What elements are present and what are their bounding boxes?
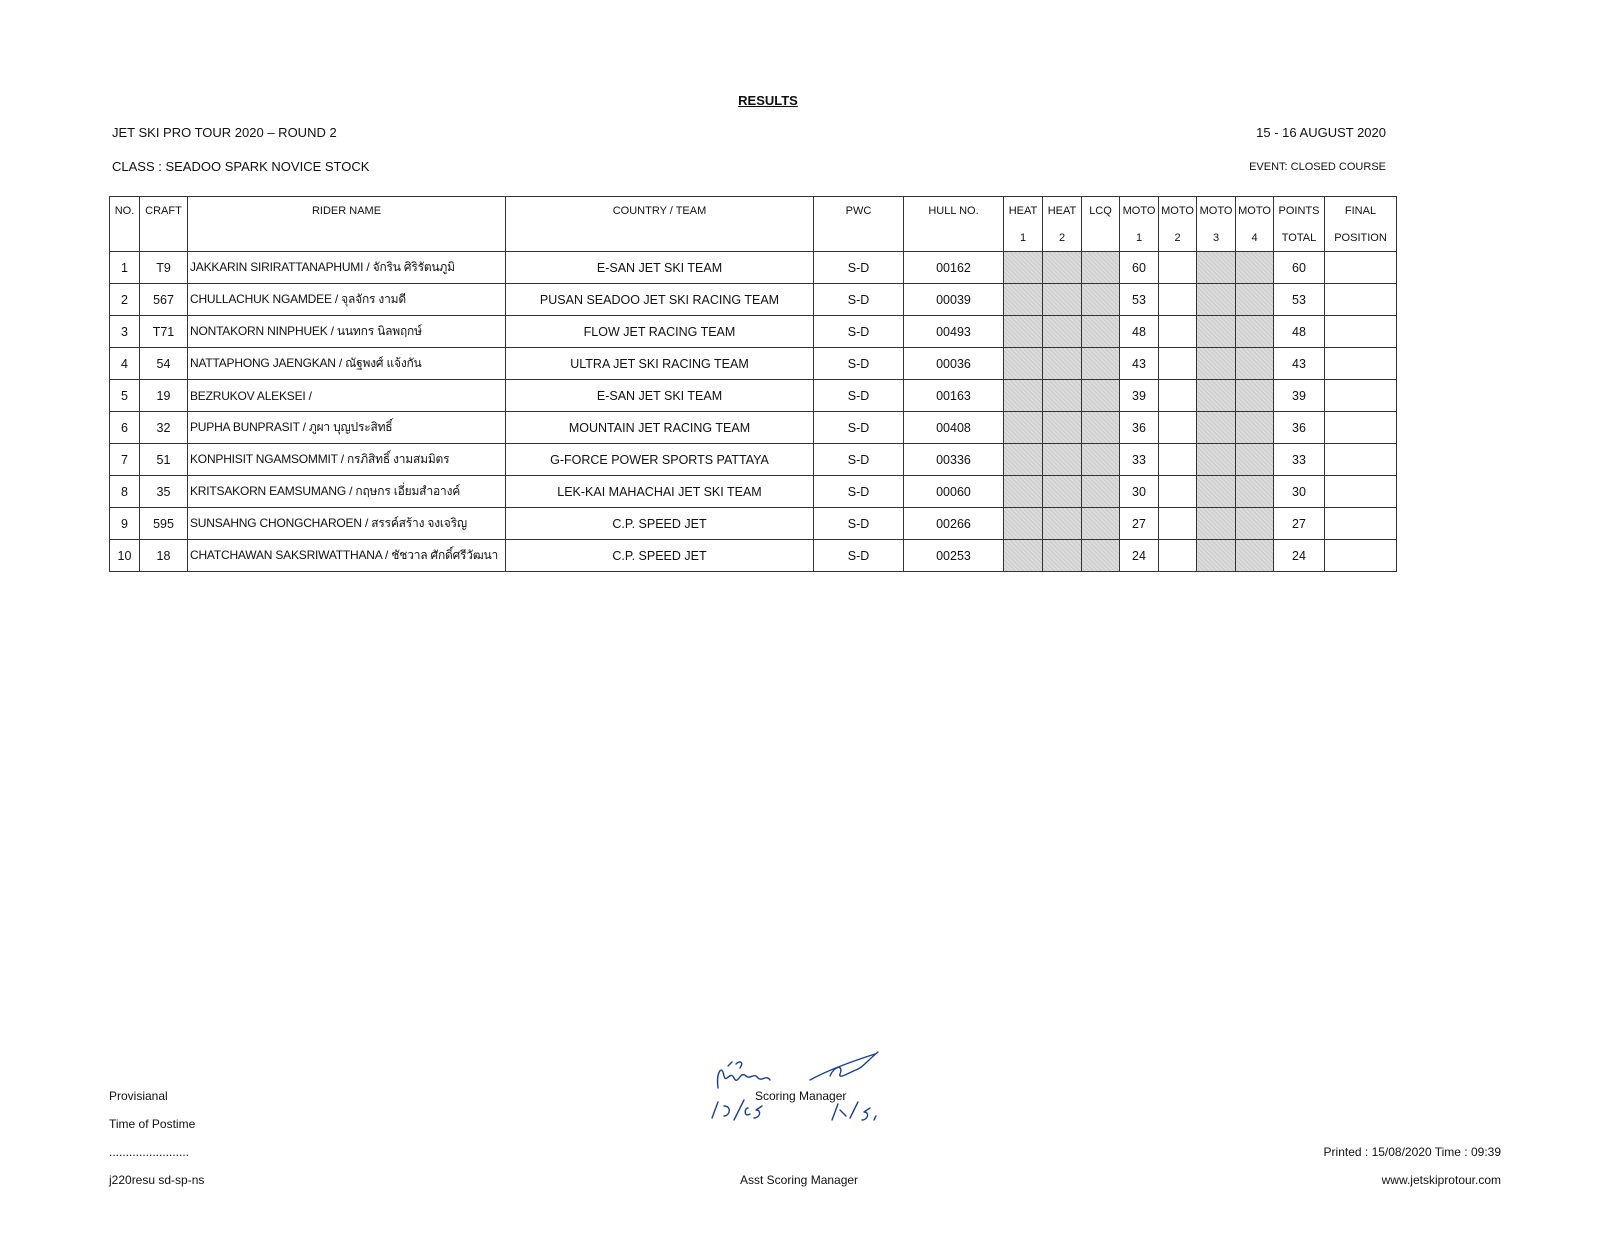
cell-heat-1: [1004, 284, 1043, 316]
cell-pwc: S-D: [814, 508, 904, 540]
cell-no: 4: [110, 348, 140, 380]
table-row: [110, 348, 1397, 380]
table-row: [110, 252, 1397, 284]
cell-heat-1: [1004, 380, 1043, 412]
cell-country-team: PUSAN SEADOO JET SKI RACING TEAM: [506, 284, 814, 316]
cell-heat-1: [1004, 540, 1043, 572]
cell-heat-2: [1043, 540, 1082, 572]
event-type: EVENT: CLOSED COURSE: [1249, 161, 1386, 173]
event-name: JET SKI PRO TOUR 2020 – ROUND 2: [112, 125, 337, 140]
subheader-moto-3-num: 3: [1197, 224, 1236, 252]
header-pwc: PWC: [814, 197, 904, 225]
cell-country-team: E-SAN JET SKI TEAM: [506, 380, 814, 412]
cell-rider-name: KRITSAKORN EAMSUMANG / กฤษกร เอี่ยมสำอางค์: [188, 476, 506, 508]
cell-moto-3: [1197, 284, 1236, 316]
cell-country-team: FLOW JET RACING TEAM: [506, 316, 814, 348]
signature-date-stroke: [712, 1100, 762, 1120]
provisional-label: Provisianal: [109, 1089, 168, 1103]
cell-heat-1: [1004, 508, 1043, 540]
cell-final-position: [1325, 252, 1397, 284]
class-label: CLASS : SEADOO SPARK NOVICE STOCK: [112, 159, 370, 174]
subheader-empty: [904, 224, 1004, 252]
cell-moto-1: 39: [1120, 380, 1159, 412]
cell-heat-1: [1004, 412, 1043, 444]
cell-moto-2: [1159, 316, 1197, 348]
cell-hull-no: 00408: [904, 412, 1004, 444]
cell-country-team: MOUNTAIN JET RACING TEAM: [506, 412, 814, 444]
cell-craft: 32: [140, 412, 188, 444]
cell-pwc: S-D: [814, 348, 904, 380]
cell-moto-4: [1236, 284, 1274, 316]
cell-hull-no: 00163: [904, 380, 1004, 412]
cell-points-total: 30: [1274, 476, 1325, 508]
cell-no: 3: [110, 316, 140, 348]
table-row: [110, 380, 1397, 412]
cell-pwc: S-D: [814, 252, 904, 284]
cell-pwc: S-D: [814, 316, 904, 348]
cell-lcq: [1082, 444, 1120, 476]
header-final: FINAL: [1325, 197, 1397, 225]
cell-rider-name: BEZRUKOV ALEKSEI /: [188, 380, 506, 412]
subheader-heat-1-num: 1: [1004, 224, 1043, 252]
cell-no: 8: [110, 476, 140, 508]
cell-moto-2: [1159, 380, 1197, 412]
cell-rider-name: CHULLACHUK NGAMDEE / จุลจักร งามดี: [188, 284, 506, 316]
cell-moto-2: [1159, 444, 1197, 476]
cell-rider-name: NONTAKORN NINPHUEK / นนทกร นิลพฤกษ์: [188, 316, 506, 348]
cell-moto-1: 60: [1120, 252, 1159, 284]
table-subheader-row: [110, 224, 1397, 252]
subheader-total: TOTAL: [1274, 224, 1325, 252]
cell-moto-3: [1197, 476, 1236, 508]
subheader-position: POSITION: [1325, 224, 1397, 252]
table-row: [110, 476, 1397, 508]
cell-pwc: S-D: [814, 540, 904, 572]
cell-moto-4: [1236, 316, 1274, 348]
cell-final-position: [1325, 284, 1397, 316]
cell-lcq: [1082, 476, 1120, 508]
header-moto-2: MOTO: [1159, 197, 1197, 225]
cell-no: 9: [110, 508, 140, 540]
cell-points-total: 60: [1274, 252, 1325, 284]
cell-points-total: 39: [1274, 380, 1325, 412]
cell-moto-3: [1197, 540, 1236, 572]
header-rider-name: RIDER NAME: [188, 197, 506, 225]
cell-hull-no: 00060: [904, 476, 1004, 508]
cell-country-team: G-FORCE POWER SPORTS PATTAYA: [506, 444, 814, 476]
cell-hull-no: 00493: [904, 316, 1004, 348]
cell-heat-2: [1043, 284, 1082, 316]
header-hull-no: HULL NO.: [904, 197, 1004, 225]
cell-pwc: S-D: [814, 476, 904, 508]
cell-hull-no: 00036: [904, 348, 1004, 380]
cell-rider-name: KONPHISIT NGAMSOMMIT / กรภิสิทธิ์ งามสมมิตร: [188, 444, 506, 476]
handwritten-signature: [710, 1050, 910, 1125]
cell-final-position: [1325, 444, 1397, 476]
cell-moto-1: 36: [1120, 412, 1159, 444]
subheader-empty: [506, 224, 814, 252]
cell-craft: 595: [140, 508, 188, 540]
cell-moto-2: [1159, 508, 1197, 540]
cell-points-total: 36: [1274, 412, 1325, 444]
subheader-empty: [110, 224, 140, 252]
cell-heat-2: [1043, 444, 1082, 476]
cell-points-total: 27: [1274, 508, 1325, 540]
subheader-empty: [1082, 224, 1120, 252]
cell-heat-2: [1043, 316, 1082, 348]
cell-heat-2: [1043, 508, 1082, 540]
cell-lcq: [1082, 252, 1120, 284]
subheader-moto-4-num: 4: [1236, 224, 1274, 252]
cell-hull-no: 00336: [904, 444, 1004, 476]
table-header-row: [110, 197, 1397, 225]
table-row: [110, 412, 1397, 444]
cell-craft: 19: [140, 380, 188, 412]
cell-moto-3: [1197, 252, 1236, 284]
header-moto-4: MOTO: [1236, 197, 1274, 225]
cell-craft: 567: [140, 284, 188, 316]
cell-moto-3: [1197, 412, 1236, 444]
cell-moto-2: [1159, 252, 1197, 284]
cell-hull-no: 00266: [904, 508, 1004, 540]
cell-no: 2: [110, 284, 140, 316]
cell-no: 7: [110, 444, 140, 476]
header-points: POINTS: [1274, 197, 1325, 225]
cell-lcq: [1082, 284, 1120, 316]
cell-no: 6: [110, 412, 140, 444]
cell-country-team: ULTRA JET SKI RACING TEAM: [506, 348, 814, 380]
results-table: [109, 196, 1397, 572]
cell-no: 5: [110, 380, 140, 412]
cell-heat-2: [1043, 412, 1082, 444]
cell-no: 1: [110, 252, 140, 284]
cell-rider-name: JAKKARIN SIRIRATTANAPHUMI / จักริน ศิริรัตนภูมิ: [188, 252, 506, 284]
subheader-moto-1-num: 1: [1120, 224, 1159, 252]
table-row: [110, 316, 1397, 348]
table-row: [110, 284, 1397, 316]
cell-points-total: 24: [1274, 540, 1325, 572]
cell-pwc: S-D: [814, 284, 904, 316]
cell-final-position: [1325, 316, 1397, 348]
cell-lcq: [1082, 380, 1120, 412]
table-row: [110, 444, 1397, 476]
cell-pwc: S-D: [814, 380, 904, 412]
cell-points-total: 53: [1274, 284, 1325, 316]
cell-craft: T9: [140, 252, 188, 284]
cell-heat-2: [1043, 348, 1082, 380]
header-craft: CRAFT: [140, 197, 188, 225]
subheader-empty: [140, 224, 188, 252]
cell-moto-4: [1236, 252, 1274, 284]
scoring-manager-label: Scoring Manager: [755, 1089, 847, 1103]
cell-final-position: [1325, 476, 1397, 508]
table-row: [110, 508, 1397, 540]
cell-heat-1: [1004, 444, 1043, 476]
cell-moto-4: [1236, 476, 1274, 508]
signature-stroke: [718, 1070, 770, 1088]
cell-country-team: LEK-KAI MAHACHAI JET SKI TEAM: [506, 476, 814, 508]
cell-no: 10: [110, 540, 140, 572]
cell-country-team: C.P. SPEED JET: [506, 508, 814, 540]
cell-final-position: [1325, 380, 1397, 412]
cell-moto-4: [1236, 348, 1274, 380]
printed-timestamp: Printed : 15/08/2020 Time : 09:39: [1323, 1145, 1501, 1159]
cell-heat-2: [1043, 476, 1082, 508]
cell-rider-name: CHATCHAWAN SAKSRIWATTHANA / ชัชวาล ศักดิ์ศรีวัฒนา: [188, 540, 506, 572]
cell-moto-4: [1236, 508, 1274, 540]
cell-rider-name: NATTAPHONG JAENGKAN / ณัฐพงศ์ แจ้งกัน: [188, 348, 506, 380]
cell-moto-1: 30: [1120, 476, 1159, 508]
cell-craft: 35: [140, 476, 188, 508]
cell-heat-1: [1004, 348, 1043, 380]
cell-moto-3: [1197, 348, 1236, 380]
cell-moto-4: [1236, 412, 1274, 444]
cell-heat-1: [1004, 476, 1043, 508]
cell-pwc: S-D: [814, 444, 904, 476]
header-moto-1: MOTO: [1120, 197, 1159, 225]
header-moto-3: MOTO: [1197, 197, 1236, 225]
cell-country-team: E-SAN JET SKI TEAM: [506, 252, 814, 284]
cell-heat-1: [1004, 316, 1043, 348]
cell-craft: 54: [140, 348, 188, 380]
subheader-heat-2-num: 2: [1043, 224, 1082, 252]
signature-date-stroke: [832, 1102, 876, 1120]
header-country-team: COUNTRY / TEAM: [506, 197, 814, 225]
subheader-empty: [814, 224, 904, 252]
time-of-postime-label: Time of Postime: [109, 1117, 196, 1131]
signature-stroke: [728, 1062, 742, 1068]
cell-moto-1: 24: [1120, 540, 1159, 572]
cell-craft: 51: [140, 444, 188, 476]
cell-heat-2: [1043, 380, 1082, 412]
cell-moto-1: 27: [1120, 508, 1159, 540]
asst-scoring-manager-label: Asst Scoring Manager: [740, 1173, 859, 1187]
cell-final-position: [1325, 540, 1397, 572]
cell-heat-2: [1043, 252, 1082, 284]
cell-points-total: 33: [1274, 444, 1325, 476]
cell-hull-no: 00253: [904, 540, 1004, 572]
cell-moto-1: 33: [1120, 444, 1159, 476]
cell-final-position: [1325, 348, 1397, 380]
cell-moto-2: [1159, 540, 1197, 572]
cell-moto-2: [1159, 412, 1197, 444]
cell-moto-2: [1159, 476, 1197, 508]
cell-rider-name: PUPHA BUNPRASIT / ภูผา บุญประสิทธิ์: [188, 412, 506, 444]
cell-moto-2: [1159, 284, 1197, 316]
cell-lcq: [1082, 412, 1120, 444]
cell-lcq: [1082, 316, 1120, 348]
cell-hull-no: 00039: [904, 284, 1004, 316]
cell-moto-3: [1197, 508, 1236, 540]
event-date: 15 - 16 AUGUST 2020: [1256, 125, 1386, 140]
cell-final-position: [1325, 508, 1397, 540]
cell-moto-1: 48: [1120, 316, 1159, 348]
cell-craft: 18: [140, 540, 188, 572]
cell-moto-3: [1197, 444, 1236, 476]
cell-rider-name: SUNSAHNG CHONGCHAROEN / สรรค์สร้าง จงเจริญ: [188, 508, 506, 540]
cell-moto-4: [1236, 540, 1274, 572]
results-title: RESULTS: [738, 93, 798, 108]
cell-points-total: 48: [1274, 316, 1325, 348]
cell-country-team: C.P. SPEED JET: [506, 540, 814, 572]
cell-heat-1: [1004, 252, 1043, 284]
cell-moto-1: 43: [1120, 348, 1159, 380]
cell-moto-1: 53: [1120, 284, 1159, 316]
cell-moto-3: [1197, 380, 1236, 412]
cell-final-position: [1325, 412, 1397, 444]
cell-craft: T71: [140, 316, 188, 348]
header-lcq: LCQ: [1082, 197, 1120, 225]
cell-moto-4: [1236, 380, 1274, 412]
header-heat-1: HEAT: [1004, 197, 1043, 225]
cell-points-total: 43: [1274, 348, 1325, 380]
postime-blank-line: ........................: [109, 1145, 190, 1159]
cell-lcq: [1082, 348, 1120, 380]
header-no: NO.: [110, 197, 140, 225]
header-heat-2: HEAT: [1043, 197, 1082, 225]
cell-lcq: [1082, 540, 1120, 572]
cell-moto-2: [1159, 348, 1197, 380]
file-code: j220resu sd-sp-ns: [109, 1173, 205, 1187]
subheader-empty: [188, 224, 506, 252]
cell-lcq: [1082, 508, 1120, 540]
subheader-moto-2-num: 2: [1159, 224, 1197, 252]
table-row: [110, 540, 1397, 572]
cell-moto-4: [1236, 444, 1274, 476]
cell-hull-no: 00162: [904, 252, 1004, 284]
website-url: www.jetskiprotour.com: [1381, 1173, 1501, 1187]
cell-moto-3: [1197, 316, 1236, 348]
cell-pwc: S-D: [814, 412, 904, 444]
